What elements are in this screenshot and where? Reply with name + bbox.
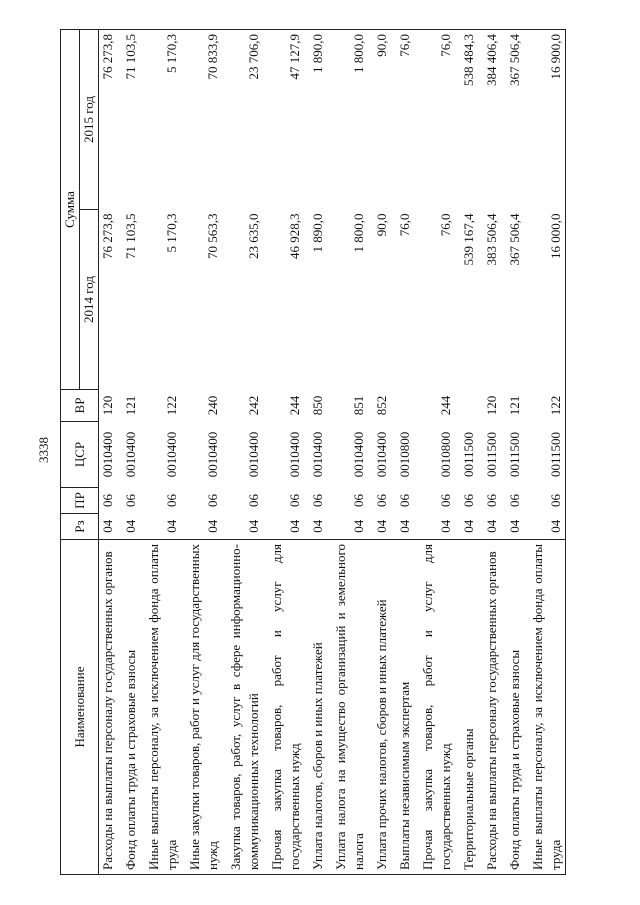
table-row	[222, 30, 263, 875]
table-row	[368, 30, 391, 875]
row-csr: 0010400	[164, 431, 179, 478]
table-row	[263, 30, 304, 875]
row-rz: 04	[222, 514, 263, 540]
row-sum-2014: 16 000,0	[524, 210, 566, 390]
row-name: Расходы на выплаты персоналу государственных органов	[99, 540, 118, 875]
row-csr: 0010800	[397, 431, 412, 478]
row-vr: 244	[287, 395, 302, 416]
header-vr: ВР	[61, 390, 99, 422]
row-rz: 04	[263, 514, 304, 540]
row-pr: 06	[310, 494, 325, 507]
row-sum-2015: 47 127,9	[263, 30, 304, 210]
row-vr: 240	[205, 395, 220, 416]
row-rz: 04	[304, 514, 327, 540]
header-rz: Рз	[61, 514, 99, 540]
row-sum-2015: 76,0	[391, 30, 414, 210]
row-pr: 06	[205, 494, 220, 507]
header-sum: Сумма	[61, 30, 80, 390]
row-sum-2014: 90,0	[374, 213, 389, 237]
row-pr: 06	[100, 494, 115, 507]
row-pr: 06	[461, 494, 476, 507]
row-rz: 04	[140, 514, 181, 540]
row-sum-2014: 1 890,0	[310, 213, 325, 253]
row-vr: 244	[438, 395, 453, 416]
row-name: Иные выплаты персоналу, за исключением фонда оплаты труда	[524, 540, 566, 875]
row-pr: 06	[123, 494, 138, 507]
row-sum-2015: 1 800,0	[327, 30, 368, 210]
row-pr: 06	[246, 494, 261, 507]
row-csr: 0010400	[123, 431, 138, 478]
table-row	[414, 30, 455, 875]
row-sum-2015: 16 900,0	[524, 30, 566, 210]
row-name: Уплата прочих налогов, сборов и иных платежей	[368, 540, 391, 875]
row-csr: 0011500	[484, 431, 499, 478]
header-csr: ЦСР	[61, 422, 99, 488]
table-row	[181, 30, 222, 875]
table-row	[117, 30, 140, 875]
row-sum-2014: 76,0	[438, 213, 453, 237]
row-pr: 06	[374, 494, 389, 507]
row-pr: 06	[438, 494, 453, 507]
row-rz: 04	[327, 514, 368, 540]
row-sum-2014: 71 103,5	[123, 213, 138, 259]
table-row	[524, 30, 566, 875]
row-sum-2014: 76 273,8	[100, 213, 115, 259]
row-name: Прочая закупка товаров, работ и услуг для государственных нужд	[263, 540, 304, 875]
row-name: Уплата налогов, сборов и иных платежей	[304, 540, 327, 875]
row-pr: 06	[351, 494, 366, 507]
row-vr	[455, 390, 478, 422]
row-name: Прочая закупка товаров, работ и услуг для государственных нужд	[414, 540, 455, 875]
row-name: Уплата налога на имущество организаций и земельного налога	[327, 540, 368, 875]
row-csr: 0010400	[287, 431, 302, 478]
row-sum-2014: 23 635,0	[246, 213, 261, 259]
row-vr: 121	[507, 395, 522, 416]
row-csr: 0010400	[351, 431, 366, 478]
row-csr: 0011500	[461, 431, 476, 478]
row-rz: 04	[99, 514, 118, 540]
row-csr: 0011500	[507, 431, 522, 478]
row-csr: 0010400	[100, 431, 115, 478]
row-vr: 852	[374, 395, 389, 416]
row-rz: 04	[524, 514, 566, 540]
row-vr: 120	[100, 395, 115, 416]
row-pr: 06	[484, 494, 499, 507]
row-name: Иные выплаты персоналу, за исключением фонда оплаты труда	[140, 540, 181, 875]
row-name: Расходы на выплаты персоналу государственных органов	[478, 540, 501, 875]
table-row	[327, 30, 368, 875]
row-rz: 04	[391, 514, 414, 540]
row-sum-2015: 76,0	[414, 30, 455, 210]
row-sum-2015: 71 103,5	[117, 30, 140, 210]
row-name: Иные закупки товаров, работ и услуг для государственных нужд	[181, 540, 222, 875]
row-csr: 0010400	[246, 431, 261, 478]
row-sum-2014: 383 506,4	[484, 213, 499, 266]
row-csr: 0010400	[205, 431, 220, 478]
row-rz: 04	[117, 514, 140, 540]
page-number: 3338	[36, 437, 51, 463]
table-row	[501, 30, 524, 875]
header-pr: ПР	[61, 488, 99, 514]
row-vr: 851	[351, 395, 366, 416]
row-sum-2014: 46 928,3	[287, 213, 302, 259]
row-pr: 06	[397, 494, 412, 507]
row-name: Закупка товаров, работ, услуг в сфере информационно-коммуникационных технологий	[222, 540, 263, 875]
row-name: Фонд оплаты труда и страховые взносы	[117, 540, 140, 875]
row-rz: 04	[501, 514, 524, 540]
table-row	[391, 30, 414, 875]
header-name: Наименование	[61, 540, 99, 875]
row-pr: 06	[287, 494, 302, 507]
row-sum-2015: 76 273,8	[99, 30, 118, 210]
row-rz: 04	[368, 514, 391, 540]
row-name: Фонд оплаты труда и страховые взносы	[501, 540, 524, 875]
row-vr: 120	[484, 395, 499, 416]
row-pr: 06	[164, 494, 179, 507]
table-row	[304, 30, 327, 875]
row-vr: 121	[123, 395, 138, 416]
row-sum-2015: 70 833,9	[181, 30, 222, 210]
row-vr: 242	[246, 395, 261, 416]
row-csr: 0010400	[310, 431, 325, 478]
row-vr	[391, 390, 414, 422]
row-name: Выплаты независимым экспертам	[391, 540, 414, 875]
row-rz: 04	[414, 514, 455, 540]
row-rz: 04	[478, 514, 501, 540]
row-rz: 04	[181, 514, 222, 540]
row-sum-2014: 539 167,4	[461, 213, 476, 266]
row-sum-2015: 90,0	[368, 30, 391, 210]
row-sum-2014: 1 800,0	[351, 213, 366, 253]
row-csr: 0010400	[374, 431, 389, 478]
row-name: Территориальные органы	[455, 540, 478, 875]
row-sum-2014: 367 506,4	[507, 213, 522, 266]
row-sum-2015: 367 506,4	[501, 30, 524, 210]
header-2015: 2015 год	[80, 30, 99, 210]
row-pr: 06	[524, 488, 566, 514]
row-pr: 06	[507, 494, 522, 507]
budget-table	[60, 29, 566, 875]
header-2014: 2014 год	[80, 210, 99, 390]
row-csr: 0010800	[438, 431, 453, 478]
row-vr: 850	[310, 395, 325, 416]
row-sum-2015: 538 484,3	[455, 30, 478, 210]
row-sum-2015: 23 706,0	[222, 30, 263, 210]
row-sum-2015: 5 170,3	[140, 30, 181, 210]
table-row	[455, 30, 478, 875]
table-row	[140, 30, 181, 875]
table-row	[478, 30, 501, 875]
row-csr: 0011500	[524, 422, 566, 488]
row-vr: 122	[524, 390, 566, 422]
row-rz: 04	[455, 514, 478, 540]
row-sum-2014: 70 563,3	[205, 213, 220, 259]
row-vr: 122	[164, 395, 179, 416]
table-row	[99, 30, 118, 875]
row-sum-2014: 5 170,3	[164, 213, 179, 253]
row-sum-2015: 1 890,0	[304, 30, 327, 210]
row-sum-2014: 76,0	[397, 213, 412, 237]
table-body	[99, 30, 566, 875]
row-sum-2015: 384 406,4	[478, 30, 501, 210]
